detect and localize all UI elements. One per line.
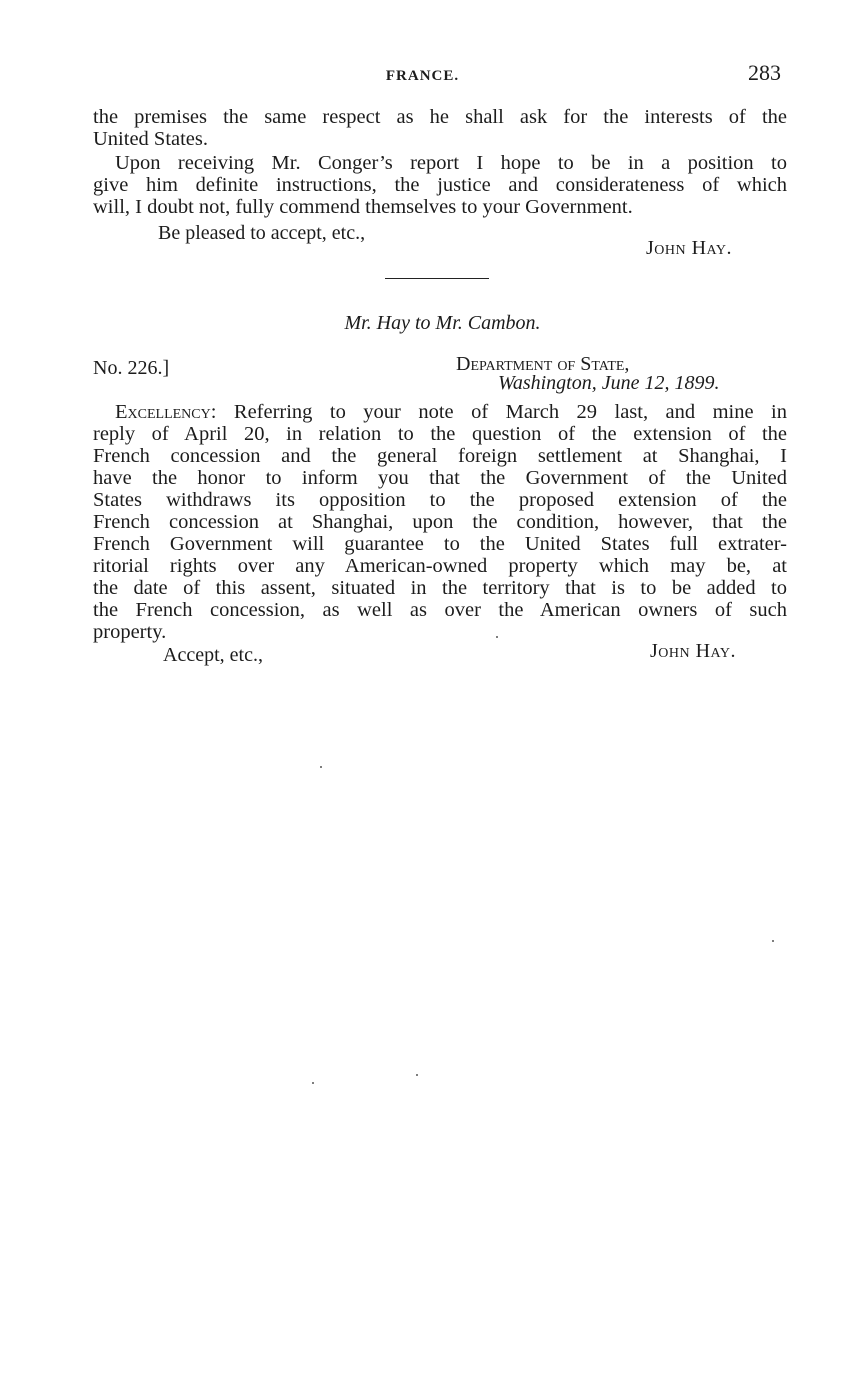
place-and-date: Washington, June 12, 1899.: [498, 372, 720, 394]
ink-speck: [312, 1082, 314, 1084]
ink-speck: [496, 636, 498, 638]
closing-line: Be pleased to accept, etc.,: [158, 222, 366, 244]
text-line: give him definite instructions, the justice and considerateness of which: [93, 174, 787, 196]
letter-body: [93, 401, 787, 643]
text-line: reply of April 20, in relation to the question of the extension of the: [93, 423, 787, 445]
text-line: French concession and the general foreign settlement at Shanghai, I: [93, 445, 787, 467]
running-header: FRANCE.: [385, 68, 460, 84]
text-line: the French concession, as well as over the American owners of such: [93, 599, 787, 621]
page-number: 283: [748, 60, 781, 85]
text-line: the date of this assent, situated in the territory that is to be added to: [93, 577, 787, 599]
text-line: [93, 401, 787, 423]
text-line: the premises the same respect as he shall ask for the interests of the: [93, 106, 787, 128]
closing-line: Accept, etc.,: [163, 644, 263, 666]
department-name: Department of State,: [456, 353, 630, 375]
ink-speck: [416, 1074, 418, 1076]
ink-speck: [320, 766, 322, 768]
letter-heading: Mr. Hay to Mr. Cambon.: [344, 312, 541, 334]
salutation: Excellency:: [115, 401, 217, 423]
text-line: property.: [93, 621, 167, 643]
text-line: United States.: [93, 128, 209, 150]
signature: John Hay.: [646, 237, 732, 259]
conger-paragraph: [93, 152, 787, 218]
text-line: have the honor to inform you that the Government of the United: [93, 467, 787, 489]
letter-number: No. 226.]: [93, 357, 170, 379]
signature: John Hay.: [650, 640, 736, 662]
ink-speck: [772, 940, 774, 942]
text-line: will, I doubt not, fully commend themselves to your Government.: [93, 196, 633, 218]
text-line: States withdraws its opposition to the proposed extension of the: [93, 489, 787, 511]
text-line: French Government will guarantee to the United States full extrater-: [93, 533, 787, 555]
continuation-paragraph: [93, 106, 787, 150]
text-line: ritorial rights over any American-owned property which may be, at: [93, 555, 787, 577]
section-divider: [385, 278, 489, 279]
text-line: French concession at Shanghai, upon the condition, however, that the: [93, 511, 787, 533]
text-line: Upon receiving Mr. Conger’s report I hope to be in a position to: [115, 152, 787, 174]
text-fragment: Referring to your note of March 29 last, and mine in: [233, 401, 787, 423]
